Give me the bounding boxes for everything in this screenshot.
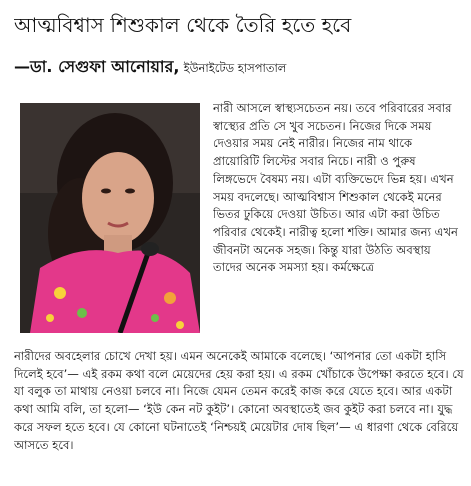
author-portrait-photo bbox=[20, 103, 200, 333]
author-affiliation: ইউনাইটেড হাসপাতাল bbox=[183, 61, 287, 75]
byline bbox=[14, 56, 464, 80]
article-body-side-column: নারী আসলে স্বাস্থ্যসচেতন নয়। তবে পরিবারের সবার স্বাস্থ্যের প্রতি সে খুব সচেতন। নিজের দিকে সময় দেওয়ার সময় নেই নারীর। নিজের নাম থাকে প্রায়োরিটি লিস্টের সবার নিচে। নারী ও পুরুষ লিঙ্গভেদে বৈষম্য নয়। এটা ব্যক্তিভেদে ভিন্ন হয়। এখন সময় বদলেছে। আত্মবিশ্বাস শিশুকাল থেকেই মনের ভিতর ঢুকিয়ে দেওয়া উচিত। আর এটা করা উচিত পরিবার থেকেই। নারীত্ব হলো শক্তি। আমার জন্য এখন জীবনটা অনেক সহজ। কিন্তু যারা উঠতি অবস্থায় তাদের অনেক সমস্যা হয়। কর্মক্ষেত্রে bbox=[213, 101, 458, 275]
portrait-illustration bbox=[20, 103, 200, 333]
author-name: —ডা. সেগুফা আনোয়ার, bbox=[14, 57, 180, 76]
article-body-full-width: নারীদের অবহেলার চোখে দেখা হয়। এমন অনেকেই আমাকে বলেছে। ‘আপনার তো একটা হাসি দিলেই হবে’— এই রকম কথা বলে মেয়েদের হেয় করা হয়। এ রকম খোঁচাকে উপেক্ষা করতে হবে। যে যা বলুক তা মাথায় নেওয়া চলবে না। নিজে যেমন তেমন করেই কাজ করে যেতে হবে। আর একটা কথা আমি বলি, তা হলো— ‘ইউ কেন নট কুইট’। কোনো অবস্থাতেই জব কুইট করা চলবে না। যুদ্ধ করে সফল হতে হবে। যে কোনো ঘটনাতেই ‘নিশ্চয়ই মেয়েটার দোষ ছিল’— এ ধারণা থেকে বেরিয়ে আসতে হবে। bbox=[14, 349, 464, 452]
article-headline: আত্মবিশ্বাস শিশুকাল থেকে তৈরি হতে হবে bbox=[14, 13, 352, 37]
